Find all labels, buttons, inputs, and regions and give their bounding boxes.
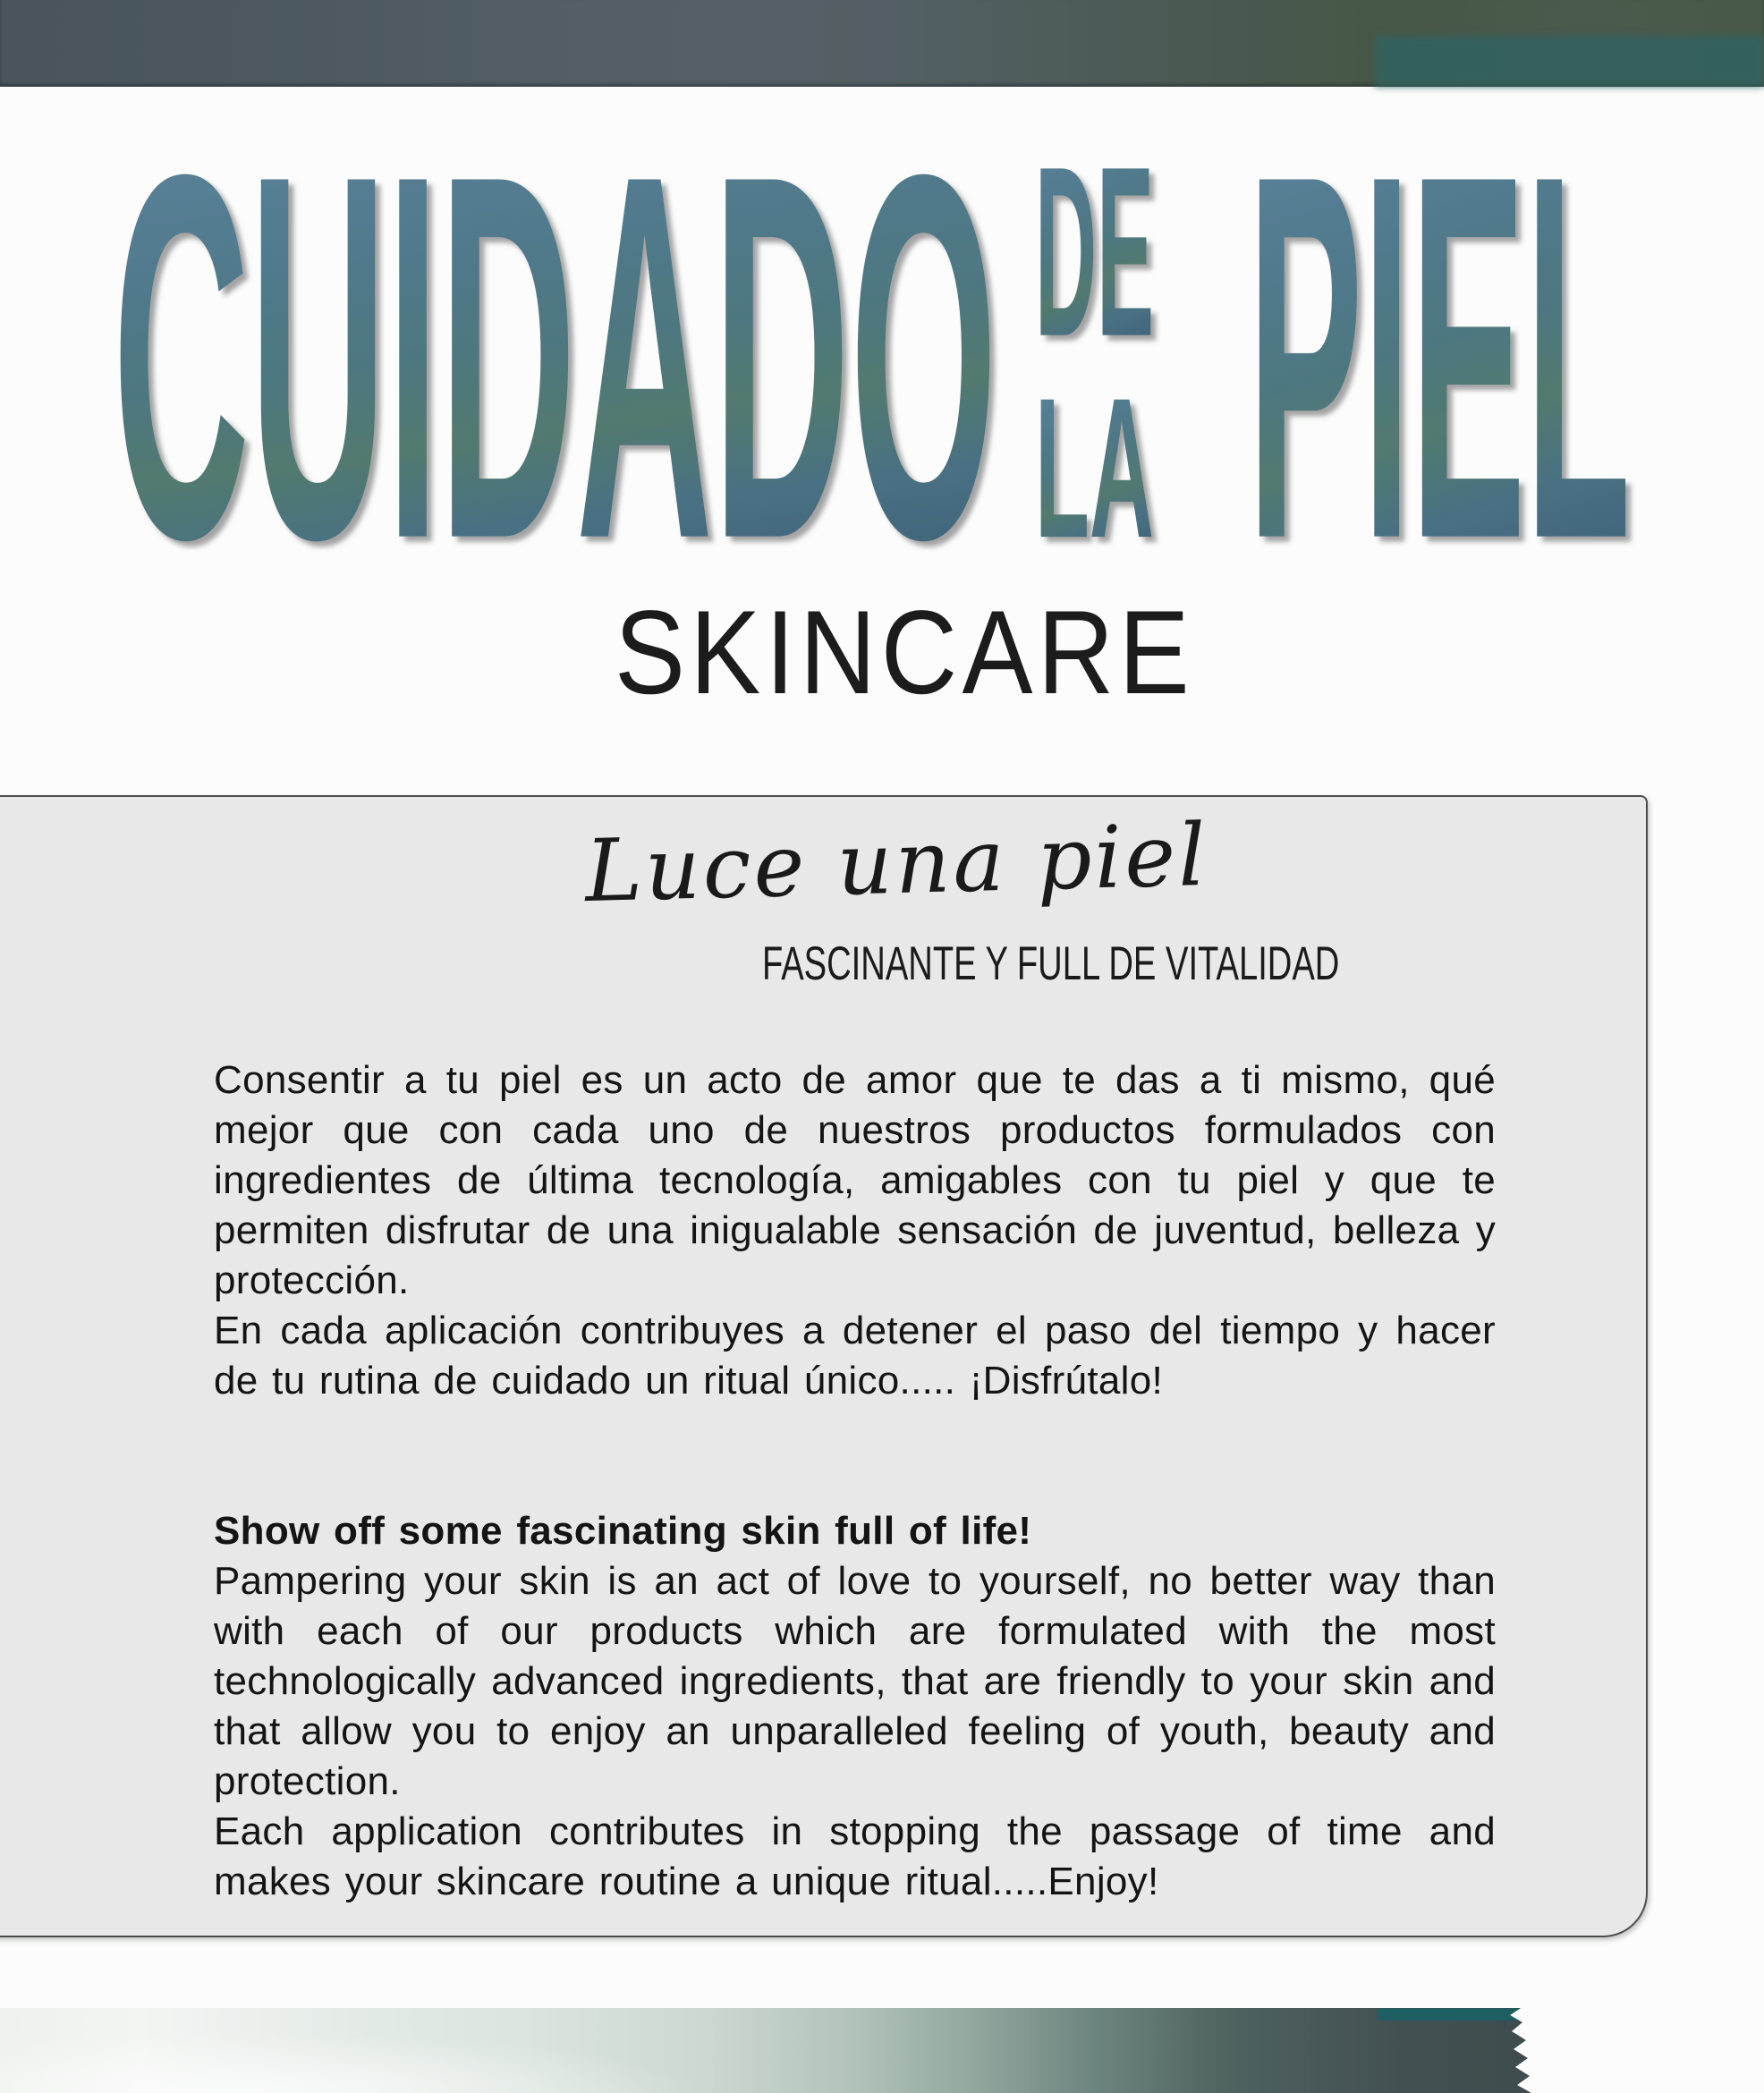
- hero-title-art: [0, 0, 1764, 733]
- title-word-de: DE: [1035, 115, 1154, 387]
- card-body-text: [214, 1055, 1496, 1907]
- english-paragraph-1: Pampering your skin is an act of love to yourself, no better way than with each of our products which are formulated with the most technologically advanced ingredients, that are friendly to your skin and that allow you to enjoy an unparalleled feeling of youth, beauty and protection.: [214, 1559, 1496, 1803]
- photo-strip-bottom: [0, 2008, 1764, 2093]
- english-heading: Show off some fascinating skin full of life!: [214, 1509, 1032, 1553]
- paragraph-gap: [214, 1406, 1496, 1506]
- hero-subtitle: SKINCARE: [615, 587, 1194, 719]
- title-word-cuidado: CUIDADO: [113, 67, 997, 648]
- intro-card: [0, 795, 1648, 1937]
- script-heading: Luce una piel: [583, 804, 1210, 922]
- spanish-paragraph-2: En cada aplicación contribuyes a detener el paso del tiempo y hacer de tu rutina de cuidado un ritual único..... ¡Disfrútalo!: [214, 1309, 1496, 1402]
- title-word-piel: PIEL: [1248, 67, 1631, 648]
- english-paragraph-2: Each application contributes in stopping the passage of time and makes your skincare routine a unique ritual.....Enjoy!: [214, 1809, 1496, 1903]
- title-word-la: LA: [1035, 357, 1154, 580]
- spanish-paragraph-1: Consentir a tu piel es un acto de amor que te das a ti mismo, qué mejor que con cada uno de nuestros productos formulados con ingredientes de última tecnología, amigables con tu piel y que te permiten disfrutar de una inigualable sensación de juventud, belleza y protección.: [214, 1058, 1496, 1302]
- photo-teal-edge: [1378, 2008, 1521, 2021]
- card-subheading: FASCINANTE Y FULL DE VITALIDAD: [762, 937, 1340, 990]
